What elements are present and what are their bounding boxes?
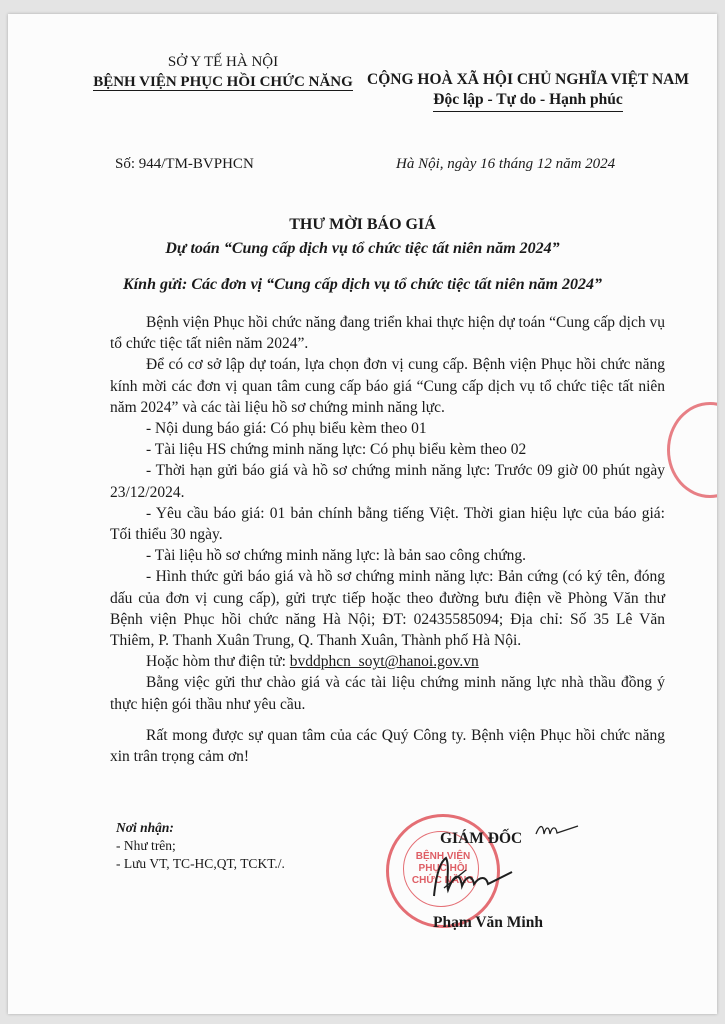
signer-title: GIÁM ĐỐC (440, 830, 523, 847)
paragraph-invitation: Để có cơ sở lập dự toán, lựa chọn đơn vị cung cấp. Bệnh viện Phục hồi chức năng kính mời các đơn vị quan tâm cung cấp báo giá “Cung cấp dịch vụ tổ chức tiệc tất niên năm 2024” và các tài liệu hồ sơ chứng minh năng lực. (110, 356, 665, 416)
paragraph-acceptance: Bằng việc gửi thư chào giá và các tài liệu chứng minh năng lực nhà thầu đồng ý thực hiện gói thầu như yêu cầu. (110, 674, 665, 713)
recipients-label: Nơi nhận: (116, 820, 174, 835)
recipient-item: - Như trên; (116, 838, 176, 853)
document-title: THƯ MỜI BÁO GIÁ (289, 216, 436, 233)
email-line: Hoặc hòm thư điện tử: bvddphcn_soyt@hanoi.gov.vn (146, 653, 479, 671)
place-and-date: Hà Nội, ngày 16 tháng 12 năm 2024 (396, 156, 616, 172)
document-number: Số: 944/TM-BVPHCN (115, 156, 254, 172)
motto: Độc lập - Tự do - Hạnh phúc (358, 90, 698, 112)
document-subtitle: Dự toán “Cung cấp dịch vụ tổ chức tiệc tất niên năm 2024” (165, 240, 560, 257)
recipient-line: Kính gửi: Các đơn vị “Cung cấp dịch vụ tổ chức tiệc tất niên năm 2024” (123, 276, 602, 293)
organization-name: BỆNH VIỆN PHỤC HỒI CHỨC NĂNG (93, 74, 353, 90)
paragraph-intro: Bệnh viện Phục hồi chức năng đang triển khai thực hiện dự toán “Cung cấp dịch vụ tổ chức tiệc tất niên năm 2024”. (110, 314, 665, 353)
signer-name: Phạm Văn Minh (433, 914, 543, 931)
paragraph-thanks: Rất mong được sự quan tâm của các Quý Công ty. Bệnh viện Phục hồi chức năng xin trân trọng cảm ơn! (110, 726, 665, 766)
document-page (8, 14, 717, 1014)
letter-body (110, 312, 665, 767)
list-item: - Yêu cầu báo giá: 01 bản chính bằng tiếng Việt. Thời gian hiệu lực của báo giá: Tối thiểu 30 ngày. (110, 504, 665, 544)
list-item: - Tài liệu HS chứng minh năng lực: Có phụ biểu kèm theo 02 (146, 441, 527, 459)
list-item: - Hình thức gửi báo giá và hồ sơ chứng minh năng lực: Bản cứng (có ký tên, đóng dấu của đơn vị cung cấp), gửi trực tiếp hoặc theo đường bưu điện về Phòng Văn thư Bệnh viện Phục hồi chức năng Hà Nội; ĐT: 02435585094; Địa chỉ: Số 35 Lê Văn Thiêm, P. Thanh Xuân Trung, Q. Thanh Xuân, Thành phố Hà Nội. (110, 568, 665, 650)
recipient-item: - Lưu VT, TC-HC,QT, TCKT./. (116, 856, 285, 871)
email-link[interactable]: bvddphcn_soyt@hanoi.gov.vn (289, 653, 479, 671)
list-item: - Tài liệu hồ sơ chứng minh năng lực: là bản sao công chứng. (146, 547, 527, 565)
recipients-block (116, 819, 285, 873)
official-seal: BỆNH VIỆN PHỤC HỒI CHỨC NĂNG (386, 814, 500, 928)
handwritten-signature (426, 846, 516, 906)
list-item: - Nội dung báo giá: Có phụ biểu kèm theo 01 (146, 420, 427, 438)
initials-signature (534, 820, 584, 840)
national-header (358, 71, 698, 112)
edge-seal (667, 402, 717, 498)
parent-organization: SỞ Y TẾ HÀ NỘI (167, 54, 279, 70)
nation-name: CỘNG HOÀ XÃ HỘI CHỦ NGHĨA VIỆT NAM (367, 71, 689, 88)
list-item: - Thời hạn gửi báo giá và hồ sơ chứng minh năng lực: Trước 09 giờ 00 phút ngày 23/12/2024. (110, 462, 665, 501)
issuer-header (88, 52, 358, 92)
